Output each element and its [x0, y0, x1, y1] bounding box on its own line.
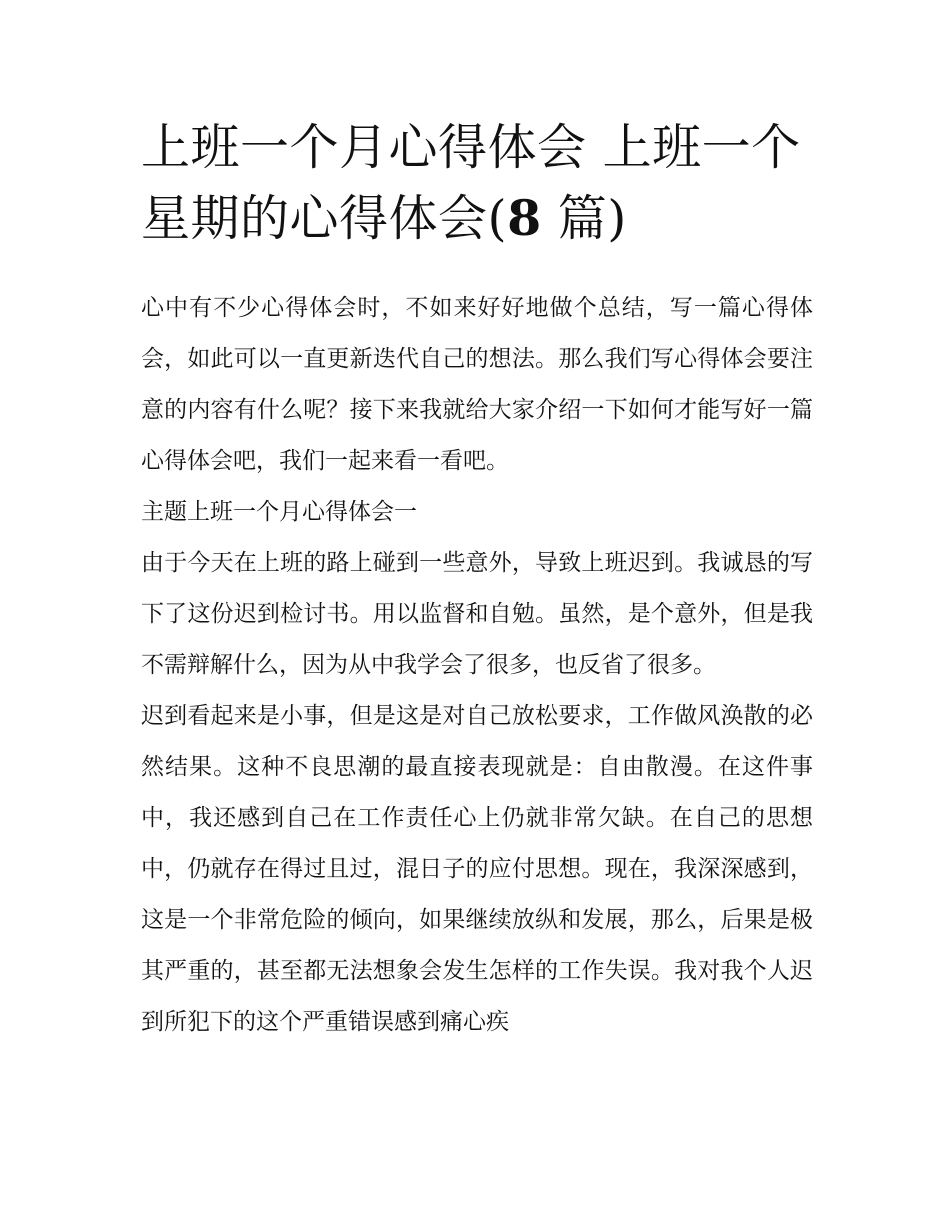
document-title — [141, 112, 813, 254]
body-paragraph-2: 迟到看起来是小事，但是这是对自己放松要求，工作做风涣散的必然结果。这种不良思潮的最直接表现就是：自由散漫。在这件事中，我还感到自己在工作责任心上仍就非常欠缺。在自己的思想中，仍就存在得过且过，混日子的应付思想。现在，我深深感到，这是一个非常危险的倾向，如果继续放纵和发展，那么，后果是极其严重的，甚至都无法想象会发生怎样的工作失误。我对我个人迟到所犯下的这个严重错误感到痛心疾 — [141, 703, 813, 1035]
title-text-part1: 上班一个月心得体会 上班一个星期的心得体会( — [141, 119, 801, 247]
section-heading: 主题上班一个月心得体会一 — [141, 499, 417, 525]
document-content — [141, 112, 813, 1048]
title-count: 8 — [507, 189, 542, 247]
intro-paragraph: 心中有不少心得体会时，不如来好好地做个总结，写一篇心得体会，如此可以一直更新迭代自己的想法。那么我们写心得体会要注意的内容有什么呢？接下来我就给大家介绍一下如何才能写好一篇心得体会吧，我们一起来看一看吧。 — [141, 295, 813, 474]
body-paragraph-1: 由于今天在上班的路上碰到一些意外，导致上班迟到。我诚恳的写下了这份迟到检讨书。用以监督和自勉。虽然，是个意外，但是我不需辩解什么，因为从中我学会了很多，也反省了很多。 — [141, 550, 813, 678]
title-text-part2: 篇) — [541, 190, 627, 247]
